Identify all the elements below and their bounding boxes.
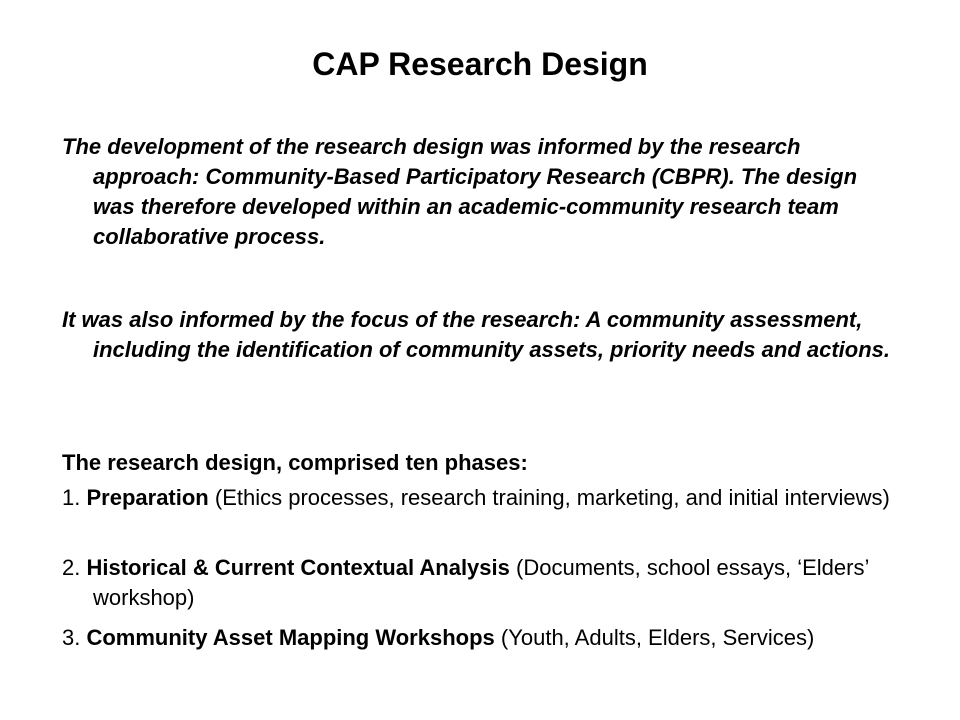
phases-intro: The research design, comprised ten phases: [62,450,528,475]
phase-item [62,483,902,513]
research-focus-paragraph: It was also informed by the focus of the research: A community assessment, including the identification of community assets, priority needs and actions. [62,307,891,362]
phase-name: Historical & Current Contextual Analysis [86,555,510,580]
phase-name: Preparation [86,485,209,510]
phase-detail: (Youth, Adults, Elders, Services) [500,625,815,650]
phase-name: Community Asset Mapping Workshops [86,625,495,650]
phase-detail: (Documents, school essays, ‘Elders’ workshop) [93,555,869,610]
phase-number: 3. [62,625,81,650]
slide-title: CAP Research Design [312,46,648,82]
phase-detail: (Ethics processes, research training, marketing, and initial interviews) [214,485,890,510]
research-approach-paragraph: The development of the research design was informed by the research approach: Community-Based Participatory Research (CBPR). The design was therefore developed within an academic-community research team collaborative process. [62,134,858,249]
phase-item [62,553,902,613]
phase-number: 1. [62,485,81,510]
phase-item [62,623,902,653]
phase-number: 2. [62,555,81,580]
